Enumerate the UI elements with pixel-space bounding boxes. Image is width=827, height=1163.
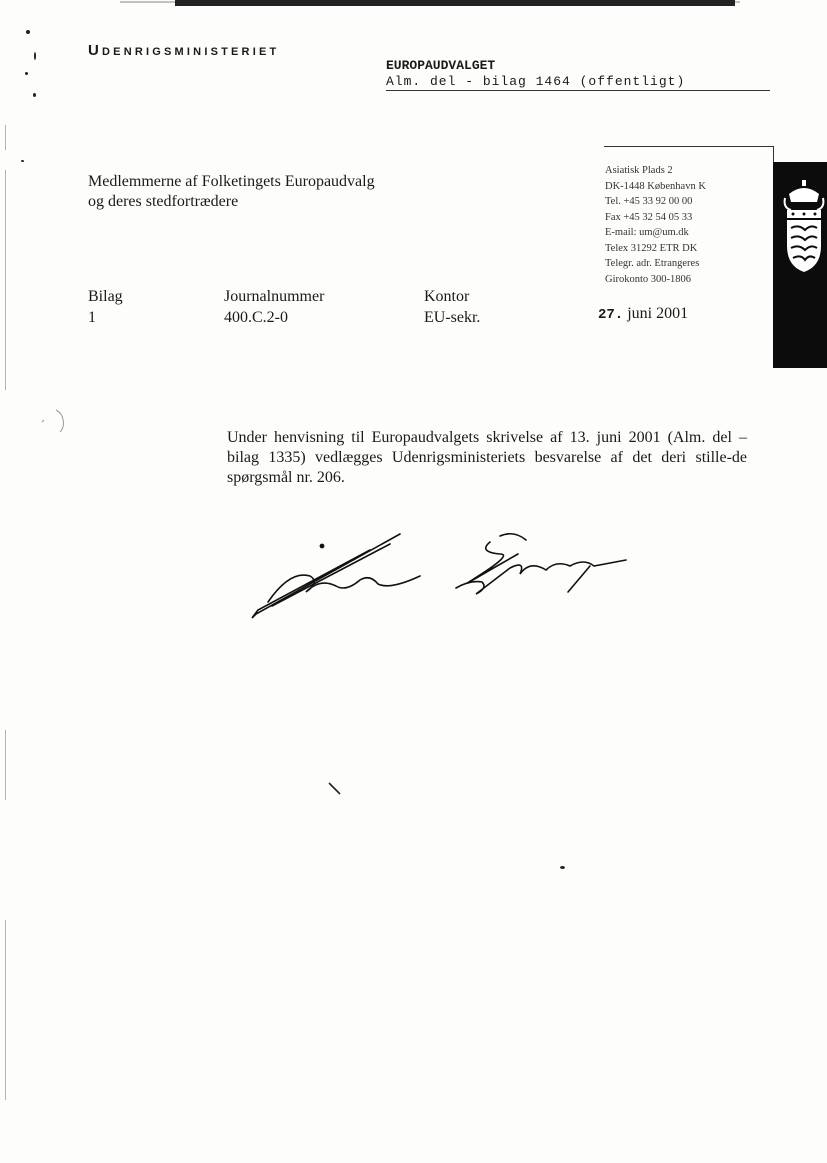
address-city: DK-1448 København K [605,180,706,192]
recipient-line-1: Medlemmerne af Folketingets Europaudvalg [88,173,375,190]
stamp-committee: EUROPAUDVALGET [386,58,496,73]
date-month-year: juni 2001 [627,305,689,322]
address-rule [604,146,774,147]
address-telex: Telex 31292 ETR DK [605,242,698,254]
scan-speck [560,866,565,869]
address-email: E-mail: um@um.dk [605,227,689,238]
scan-speck [26,30,30,34]
scan-speck [21,160,24,162]
bilag-value: 1 [88,309,96,326]
scan-top-bar [175,0,735,6]
address-fax: Fax +45 32 54 05 33 [605,211,693,223]
kontor-label: Kontor [424,288,470,305]
body-paragraph: Under henvisning til Europaudvalgets skrivelse af 13. juni 2001 (Alm. del – bilag 1335) vedlægges Udenrigsministeriets besvarelse af det deri stille-de spørgsmål nr. 206. [227,429,747,486]
punch-hole-mark [36,408,68,434]
journal-value: 400.C.2-0 [224,309,288,326]
scan-margin-line [5,730,6,800]
address-telegr: Telegr. adr. Etrangeres [605,258,700,269]
stamp-reference: Alm. del - bilag 1464 (offentligt) [386,74,770,91]
scan-speck [25,72,28,75]
scan-margin-line [5,125,6,150]
scan-mark [328,782,342,796]
letter-date [598,305,688,323]
royal-crest-icon [781,180,827,276]
address-block [605,163,706,287]
scan-margin-line [5,170,6,390]
journal-label: Journalnummer [224,288,325,305]
recipient-line-2: og deres stedfortrædere [88,193,239,210]
ministry-name: Udenrigsministeriet [88,42,280,59]
handwritten-signature [250,530,630,630]
bilag-label: Bilag [88,288,123,305]
address-street: Asiatisk Plads 2 [605,165,673,176]
scan-margin-line [5,920,6,1100]
recipient-block [88,172,375,212]
scan-speck [33,93,36,97]
address-giro: Girokonto 300-1806 [605,273,692,285]
scan-speck [34,52,36,60]
date-day: 27. [598,307,624,323]
kontor-value: EU-sekr. [424,309,481,326]
address-tel: Tel. +45 33 92 00 00 [605,196,693,207]
